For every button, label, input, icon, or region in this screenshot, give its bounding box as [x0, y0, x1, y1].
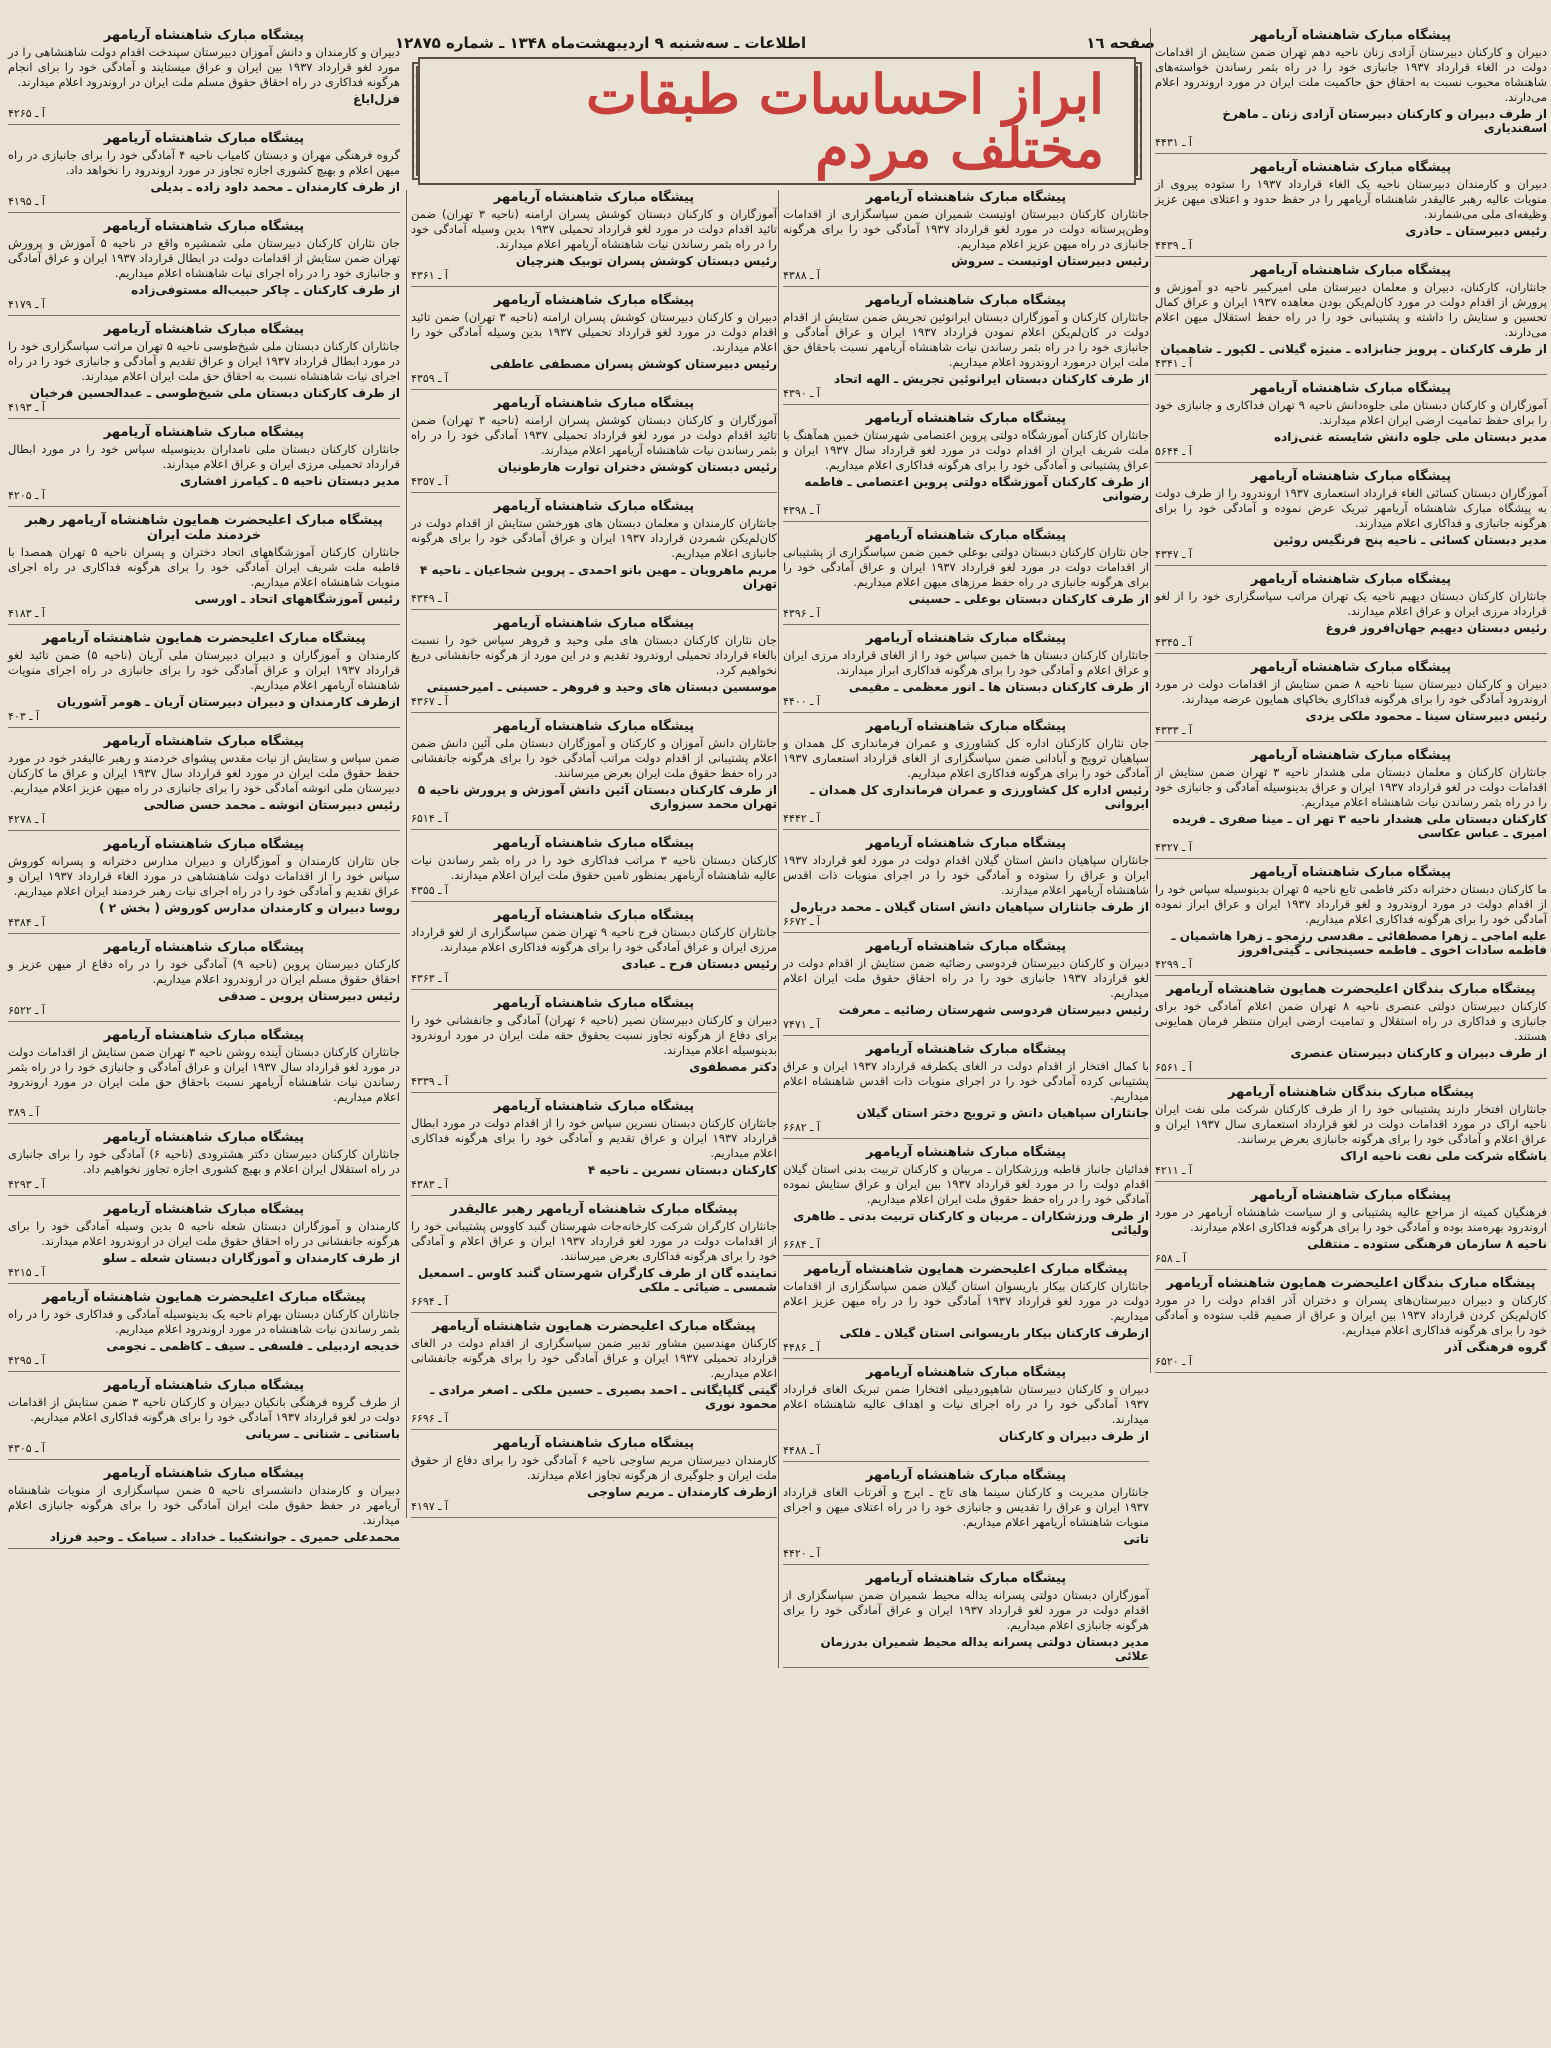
message-code: آ ـ ۴۳۳۹: [411, 1075, 448, 1088]
message-salutation: پیشگاه مبارک شاهنشاه آریامهر: [1250, 865, 1452, 880]
page-number: صفحه ١٦: [1086, 34, 1155, 52]
telegram-message: [1155, 28, 1547, 154]
message-signature: نماینده گان از طرف کارگران شهرستان گنبد کاوس ـ اسمعیل شمسی ـ ضیائی ـ ملکی: [417, 1266, 777, 1294]
message-body: آموزگاران و کارکنان دبستان کوشش پسران ارامنه (ناحیه ۳ تهران) ضمن تائید اقدام دولت در مورد لغو قرارداد تحمیلی ۱۹۳۷ بدین وسیله آمادگی خود را در راه بثمر رساندن نیات شاهنشاه آریامهر اعلام میدارند.: [411, 207, 777, 251]
message-signature: مدیر دبستان ملی جلوه دانش شایسته غنی‌زاده: [1274, 430, 1547, 444]
message-salutation: پیشگاه مبارک شاهنشاه آریامهر: [865, 836, 1067, 851]
message-salutation: پیشگاه مبارک شاهنشاه آریامهر: [493, 719, 695, 734]
message-salutation: پیشگاه مبارک شاهنشاه آریامهر: [493, 499, 695, 514]
message-code: آ ـ ۴۳۰۵: [8, 1442, 45, 1455]
message-salutation: پیشگاه مبارک شاهنشاه آریامهر: [1250, 263, 1452, 278]
message-body: جانثاران کارکنان دبستان فرح ناحیه ۹ تهران ضمن سپاسگزاری از لغو قرارداد مرزی ایران و عراق آمادگی خود را برای هرگونه فداکاری اعلام میدارند.: [411, 925, 777, 954]
message-salutation: پیشگاه مبارک شاهنشاه آریامهر: [493, 190, 695, 205]
message-code: آ ـ ۴۳۶۱: [411, 269, 448, 282]
message-body: جانثاران کارکنان و معلمان دبستان ملی هشدار ناحیه ۳ تهران ضمن ستایش از اقدامات دولت در لغو قرارداد ۱۹۳۷ ایران و عراق بدینوسیله آمادگی و جانبازی خود را در راه بثمر رساندن نیات شاهنشاه اعلام میداریم.: [1155, 765, 1548, 809]
message-code: آ ـ ۶۵۲۰: [1155, 1355, 1192, 1368]
message-body: آموزگاران دبستان دولتی پسرانه یداله محیط شمیران ضمن سپاسگزاری از اقدام دولت در مورد لغو قرارداد ۱۹۳۷ ایران و عراق آمادگی خود را برای هرگونه جانبازی اعلام میداریم.: [783, 1588, 1149, 1632]
message-body: کارکنان و دبیران دبیرستان‌های پسران و دختران آذر اقدام دولت را در مورد کان‌لم‌یکن کردن قرارداد ۱۹۳۷ بین ایران و عراق از صمیم قلب ستوده و آمادگی خود را برای هرگونه فداکاری اعلام میداریم.: [1155, 1293, 1547, 1337]
column-1: [1150, 28, 1547, 1373]
message-code: آ ـ ۴۳۸۴: [8, 916, 45, 929]
message-signature: ازطرف کارمندان و دبیران دبیرستان آریان ـ هومر آشوریان: [56, 695, 400, 709]
message-salutation: پیشگاه مبارک شاهنشاه آریامهر: [103, 837, 305, 852]
message-signature: رئیس دبستان کوشش دختران توارت هارطونیان: [497, 460, 777, 474]
message-signature: مریم ماهرویان ـ مهین بانو احمدی ـ پروین شجاعیان ـ ناحیه ۴ تهران: [419, 563, 777, 591]
message-code: آ ـ ۴۳۲۷: [1155, 841, 1192, 854]
message-salutation: پیشگاه مبارک بندگان شاهنشاه آریامهر: [1227, 1085, 1475, 1100]
message-code: آ ـ ۴۳۴۹: [411, 592, 448, 605]
column-3: [406, 190, 777, 1518]
message-signature: فزل‌ایاغ: [352, 92, 400, 106]
message-code: آ ـ ۳۸۹: [8, 1106, 40, 1119]
message-salutation: پیشگاه مبارک شاهنشاه آریامهر: [865, 190, 1067, 205]
message-body: از طرف گروه فرهنگی بانکیان دبیران و کارکنان ناحیه ۳ ضمن ستایش از اقدامات دولت در لغو قرارداد ۱۹۳۷ آمادگی خود را برای هرگونه فداکاری اعلام میداریم.: [8, 1395, 400, 1424]
message-code: آ ـ ۴۴۸۶: [783, 1341, 820, 1354]
telegram-message: [8, 322, 400, 419]
telegram-message: [8, 1130, 400, 1196]
message-salutation: پیشگاه مبارک شاهنشاه آریامهر: [865, 719, 1067, 734]
message-signature: از طرف کارکنان دبستان آئین دانش آموزش و پرورش ناحیه ۵ تهران محمد سبزواری: [417, 783, 777, 811]
telegram-message: [783, 1365, 1149, 1462]
message-body: جانثاران کارکنان دبستان ملی نامداران بدینوسیله سپاس خود را در مورد ابطال قرارداد تحمیلی مرزی ایران و عراق اعلام میدارند.: [8, 442, 400, 471]
telegram-message: [1155, 381, 1547, 463]
message-salutation: پیشگاه مبارک شاهنشاه آریامهر: [103, 131, 305, 146]
message-body: کارکنان دبستان ناحیه ۳ مراتب فداکاری خود را در راه بثمر رساندن نیات عالیه شاهنشاه آریامهر بمنظور تامین حقوق ملت ایران اعلام میدارند.: [411, 853, 778, 882]
message-salutation: پیشگاه مبارک شاهنشاه آریامهر: [865, 411, 1067, 426]
message-salutation: پیشگاه مبارک شاهنشاه آریامهر: [103, 940, 305, 955]
telegram-message: [8, 28, 400, 125]
headline-box: [418, 57, 1136, 185]
message-code: آ ـ ۴۴۴۲: [783, 812, 820, 825]
message-code: آ ـ ۶۵۲۲: [8, 1004, 45, 1017]
message-body: جانثاران کارکنان دبستان ملی شیخ‌طوسی ناحیه ۵ تهران مراتب سپاسگزاری خود را در مورد ابطال قرارداد ۱۹۳۷ ایران و عراق تقدیم و آمادگی و جانبازی خود را در راه اجرای نیات شاهنشاه نسبت به احقاق حق ملت ایران اعلام میدارند.: [8, 339, 400, 383]
message-body: دبیران و کارکنان دبیرستان نصیر (ناحیه ۶ تهران) آمادگی و جانفشانی خود را برای دفاع از هرگونه تجاوز نسبت بحقوق حقه ملت ایران در مورد اروندرود بدینوسیله اعلام میدارند.: [411, 1013, 777, 1057]
message-body: آموزگاران و کارکنان دبستان کوشش پسران ارامنه (ناحیه ۳ تهران) ضمن تائید اقدام دولت در مورد لغو قرارداد تحمیلی ۱۹۳۷ آمادگی خود را در راه بثمر رساندن نیات شاهنشاه آریامهر اعلام میدارند.: [411, 413, 777, 457]
telegram-message: [411, 1202, 777, 1313]
message-code: آ ـ ۴۳۵۵: [411, 884, 448, 897]
telegram-message: [783, 719, 1149, 830]
message-signature: کارکنان دبستان نسرین ـ ناحیه ۴: [587, 1163, 777, 1177]
message-body: ما کارکنان دبستان دخترانه دکتر فاطمی تابع ناحیه ۵ تهران بدینوسیله سپاس خود را از اقدام دولت در مورد اروندرود و لغو قرارداد ۱۹۳۷ ایران و عراق ابراز نموده آمادگی خود را برای هرگونه فداکاری اعلام میداریم.: [1155, 882, 1548, 926]
telegram-message: [1155, 572, 1547, 654]
message-signature: رئیس دبیرستان انوشه ـ محمد حسن صالحی: [143, 798, 400, 812]
telegram-message: [1155, 1085, 1547, 1182]
message-signature: باستانی ـ شنانی ـ سریانی: [245, 1427, 400, 1441]
message-salutation: پیشگاه مبارک شاهنشاه آریامهر: [493, 996, 695, 1011]
message-signature: رئیس دبیرستان فردوسی شهرستان رضائیه ـ معرفت: [838, 1003, 1149, 1017]
message-body: جانثاران کارگران شرکت کارخانه‌جات شهرستان گنبد کاووس پشتیبانی خود را از اقدامات دولت در مورد لغو قرارداد ۱۹۳۷ ایران و عراق اعلام و آمادگی خود را برای هرگونه فداکاری بعرض میرسانند.: [411, 1219, 777, 1263]
message-code: آ ـ ۴۱۷۹: [8, 298, 45, 311]
message-salutation: پیشگاه مبارک اعلیحضرت همایون شاهنشاه آریامهر: [804, 1262, 1128, 1277]
message-signature: روسا دبیران و کارمندان مدارس کوروش ( بخش ۲ ): [99, 901, 400, 915]
message-signature: از طرف کارمندان ـ محمد داود زاده ـ بدیلی: [150, 180, 400, 194]
message-signature: از طرف کارکنان دبستان ها ـ انور معظمی ـ مقیمی: [848, 680, 1149, 694]
message-salutation: پیشگاه مبارک اعلیحضرت همایون شاهنشاه آریامهر رهبر خردمند ملت ایران: [25, 513, 383, 543]
telegram-message: [8, 513, 400, 625]
message-salutation: پیشگاه مبارک شاهنشاه آریامهر: [493, 293, 695, 308]
telegram-message: [411, 616, 777, 713]
message-code: آ ـ ۴۳۴۷: [1155, 548, 1192, 561]
telegram-message: [1155, 748, 1547, 859]
telegram-message: [411, 499, 777, 610]
message-salutation: پیشگاه مبارک شاهنشاه آریامهر رهبر عالیقدر: [450, 1202, 738, 1217]
message-body: کارمندان و آموزگاران و دبیران دبیرستان ملی آریان (ناحیه ۵) ضمن تائید لغو قرارداد ۱۹۳۷ ایران و عراق آمادگی خود را برای جانبازی در راه اجرای منویات شاهنشاه آریامهر اعلام میداریم.: [8, 648, 400, 692]
message-salutation: پیشگاه مبارک شاهنشاه آریامهر: [1250, 381, 1452, 396]
telegram-message: [411, 1099, 777, 1196]
message-body: کارمندان دبیرستان مریم ساوجی ناحیه ۶ آمادگی خود را برای دفاع از حقوق ملت ایران و جلوگیری از هرگونه تجاوز اعلام میدارند.: [411, 1453, 777, 1482]
message-signature: تاتی: [1123, 1532, 1149, 1546]
telegram-message: [411, 719, 777, 830]
message-salutation: پیشگاه مبارک اعلیحضرت همایون شاهنشاه آریامهر: [42, 1290, 366, 1305]
message-signature: محمدعلی حمیری ـ جوانشکیبا ـ خداداد ـ سیامک ـ وحید فرزاد: [49, 1530, 400, 1544]
message-body: کارمندان و آموزگاران دبستان شعله ناحیه ۵ بدین وسیله آمادگی خود را برای هرگونه جانفشانی در راه احقاق حقوق ملت ایران در اروندرود اعلام میدارند.: [8, 1219, 400, 1248]
message-code: آ ـ ۴۳۴۵: [1155, 636, 1192, 649]
message-code: آ ـ ۴۳۸۸: [783, 269, 820, 282]
message-code: آ ـ ۴۲۹۹: [1155, 958, 1192, 971]
message-code: آ ـ ۶۶۷۲: [783, 915, 820, 928]
message-code: آ ـ ۴۴۳۱: [1155, 136, 1192, 149]
telegram-message: [8, 1290, 400, 1372]
message-salutation: پیشگاه مبارک شاهنشاه آریامهر: [1250, 160, 1452, 175]
message-body: کارکنان مهندسین مشاور تدبیر ضمن سپاسگزاری از اقدام دولت در الغای قرارداد تحمیلی ۱۹۳۷ ایران و عراق آمادگی خود را برای هرگونه جانفشانی اعلام میداریم.: [411, 1336, 778, 1380]
telegram-message: [783, 528, 1149, 625]
telegram-message: [8, 1466, 400, 1549]
message-signature: گیتی گلپایگانی ـ احمد بصیری ـ حسین ملکی ـ اصغر مرادی ـ محمود نوری: [430, 1383, 777, 1411]
message-signature: از طرف کارکنان دبستان ایرانوئین تجریش ـ الهه اتحاد: [833, 372, 1149, 386]
message-body: آموزگاران دبستان کسائی الغاء قرارداد استعماری ۱۹۳۷ اروندرود را از طرف دولت به پیشگاه مبارک شاهنشاه آریامهر تبریک عرض نموده و آمادگی خود را برای هرگونه جانبازی و فداکاری اعلام میدارند.: [1155, 486, 1547, 530]
message-signature: از طرف دبیران و کارکنان: [998, 1429, 1149, 1443]
message-code: آ ـ ۴۱۸۳: [8, 607, 45, 620]
message-body: جانثاران مدیریت و کارکنان سینما های تاج ـ ایرج و آفرتاب الغای قرارداد ۱۹۳۷ ایران و عراق را تقدیس و جانبازی خود را در راه اعتلای میهن و اجرای منویات شاهنشاه آریامهر اعلام میداریم.: [783, 1485, 1149, 1529]
telegram-message: [8, 219, 400, 316]
message-signature: از طرف کارکنان دبستان ملی شیخ‌طوسی ـ عبدالحسین فرخیان: [29, 386, 400, 400]
message-signature: رئیس دبیرستان سینا ـ محمود ملکی یزدی: [1305, 709, 1547, 723]
telegram-message: [411, 293, 777, 390]
message-body: دبیران و کارکنان دبیرستان آزادی زنان ناحیه دهم تهران ضمن ستایش از اقدامات دولت در الغاء قرارداد ۱۹۳۷ جانبازی خود را در راه بثمر رساندن خواسته‌های شاهنشاه محبوب نسبت به احقاق حق حاکمیت ملت ایران در مورد اروندرود اعلام می‌دارند.: [1155, 45, 1547, 104]
message-salutation: پیشگاه مبارک شاهنشاه آریامهر: [103, 322, 305, 337]
telegram-message: [8, 940, 400, 1022]
message-salutation: پیشگاه مبارک شاهنشاه آریامهر: [493, 616, 695, 631]
telegram-message: [411, 190, 777, 287]
message-salutation: پیشگاه مبارک شاهنشاه آریامهر: [865, 1571, 1067, 1586]
message-code: آ ـ ۴۰۳: [8, 710, 40, 723]
telegram-message: [8, 631, 400, 728]
message-signature: باشگاه شرکت ملی نفت ناحیه اراک: [1340, 1149, 1547, 1163]
telegram-message: [783, 939, 1149, 1036]
message-salutation: پیشگاه مبارک شاهنشاه آریامهر: [865, 1365, 1067, 1380]
message-body: جانثاران کارکنان دبستان آینده روشن ناحیه ۳ تهران ضمن ستایش از اقدامات دولت در مورد لغو قرارداد سال ۱۹۳۷ ایران و عراق آمادگی و جانبازی خود را در راه بثمر رساندن نیات شاهنشاه آریامهر نسبت باحقاق حق ملت ایران در مورد اروندرود اعلام میداریم.: [8, 1045, 400, 1104]
message-signature: کارکنان دبستان ملی هشدار ناحیه ۳ تهر ان ـ مینا صفری ـ فریده امیری ـ عباس عکاسی: [1172, 812, 1547, 840]
message-signature: رئیس دبیرستان اوتیست ـ سروش: [951, 254, 1149, 268]
message-body: کارکنان دبیرستان پروین (ناحیه ۹) آمادگی خود را در راه دفاع از میهن عزیز و احقاق حقوق مسلم ایران در اروندرود اعلام میداریم.: [8, 957, 400, 986]
message-salutation: پیشگاه مبارک شاهنشاه آریامهر: [103, 1202, 305, 1217]
message-body: با کمال افتخار از اقدام دولت در الغای یکطرفه قرارداد ۱۹۳۷ ایران و عراق پشتیبانی کرده آمادگی خود را در اجرای منویات ذات اقدس شاهنشاه اعلام میداریم.: [783, 1059, 1149, 1103]
message-body: آموزگاران و کارکنان دبستان ملی جلوه‌دانش ناحیه ۹ تهران فداکاری و جانبازی خود را برای حفظ تمامیت ارضی ایران اعلام میدارند.: [1155, 398, 1548, 427]
message-body: جان نثاران کارکنان دبستان دولتی بوعلی خمین ضمن سپاسگزاری از پشتیبانی از اقدامات دولت در مورد لغو قرارداد ۱۹۳۷ ایران و عراق آمادگی خود را برای هرگونه جانبازی در راه حفظ مرزهای میهن اعلام میداریم.: [783, 545, 1149, 589]
message-code: آ ـ ۴۱۹۵: [8, 195, 45, 208]
message-signature: مدیر دبستان ناحیه ۵ ـ کیامرز افشاری: [180, 474, 400, 488]
message-code: آ ـ ۴۳۹۰: [783, 387, 820, 400]
telegram-message: [783, 190, 1149, 287]
telegram-message: [783, 631, 1149, 713]
message-salutation: پیشگاه مبارک شاهنشاه آریامهر: [1250, 660, 1452, 675]
message-signature: رئیس دبیرستان کوشش پسران مصطفی عاطفی: [490, 357, 777, 371]
message-body: جان نثاران کارکنان اداره کل کشاورزی و عمران فرمانداری کل همدان و سپاهیان ترویج و آبادانی ضمن سپاسگزاری از الغای قرارداد استعماری ۱۹۳۷ آمادگی خود را برای هرگونه فداکاری اعلام میداریم.: [783, 736, 1149, 780]
message-salutation: پیشگاه مبارک شاهنشاه آریامهر: [1250, 572, 1452, 587]
message-salutation: پیشگاه مبارک شاهنشاه آریامهر: [865, 1042, 1067, 1057]
message-salutation: پیشگاه مبارک شاهنشاه آریامهر: [493, 908, 695, 923]
telegram-message: [1155, 1188, 1547, 1270]
message-code: آ ـ ۶۶۹۶: [411, 1412, 448, 1425]
message-signature: از طرف کارکنان ـ پرویز جنابزاده ـ منیژه گیلانی ـ لکپور ـ شاهمیان: [1160, 342, 1547, 356]
message-code: آ ـ ۴۲۱۵: [8, 1266, 45, 1279]
message-signature: از طرف جانثاران سپاهیان دانش استان گیلان ـ محمد درباره‌ل: [790, 900, 1149, 914]
message-code: آ ـ ۴۳۵۹: [411, 372, 448, 385]
message-signature: ناحیه ۸ سازمان فرهنگی ستوده ـ منتقلی: [1307, 1237, 1547, 1251]
message-body: فدائیان جانباز قاطبه ورزشکاران ـ مربیان و کارکنان تربیت بدنی استان گیلان اقدام دولت را در مورد لغو قرارداد ۱۹۳۷ بین ایران و عراق ستایش نموده آمادگی خود را در راه حفظ حقوق ملت ایران اعلام میداریم.: [783, 1162, 1150, 1206]
telegram-message: [1155, 660, 1547, 742]
message-salutation: پیشگاه مبارک شاهنشاه آریامهر: [865, 1468, 1067, 1483]
telegram-message: [783, 1042, 1149, 1139]
message-salutation: پیشگاه مبارک شاهنشاه آریامهر: [865, 631, 1067, 646]
message-signature: ازطرف کارکنان بیکار باریسوانی استان گیلان ـ فلکی: [839, 1326, 1149, 1340]
telegram-message: [411, 996, 777, 1093]
message-code: آ ـ ۴۱۹۷: [411, 1500, 448, 1513]
message-code: آ ـ ۷۴۷۱: [783, 1018, 820, 1031]
telegram-message: [8, 425, 400, 507]
message-body: گروه فرهنگی مهران و دبستان کامیاب ناحیه ۴ آمادگی خود را برای جانبازی در راه میهن اعلام و بهیچ کشوری اجازه تجاوز در مورد اروندرود را نخواهد داد.: [8, 148, 400, 177]
message-salutation: پیشگاه مبارک شاهنشاه آریامهر: [103, 28, 305, 43]
message-body: جانثاران سپاهیان دانش استان گیلان اقدام دولت در مورد لغو قرارداد ۱۹۳۷ ایران و عراق را ستوده و آمادگی خود را در اجرای منویات ذات اقدس شاهنشاه آریامهر اعلام میدارند.: [783, 853, 1149, 897]
message-code: آ ـ ۶۶۸۴: [783, 1238, 820, 1251]
telegram-message: [783, 1468, 1149, 1565]
message-salutation: پیشگاه مبارک شاهنشاه آریامهر: [103, 219, 305, 234]
telegram-message: [783, 836, 1149, 933]
message-signature: رئیس دبیرستان ـ حاذری: [1405, 224, 1547, 238]
message-signature: موسسین دبستان های وحید و فروهر ـ حسینی ـ امیرحسینی: [426, 680, 777, 694]
message-salutation: پیشگاه مبارک شاهنشاه آریامهر: [103, 425, 305, 440]
message-body: جانثاران افتخار دارند پشتیبانی خود را از طرف کارکنان شرکت ملی نفت ایران ناحیه اراک در مورد اقدامات دولت در لغو قرارداد استعماری سال ۱۹۳۷ ایران و عراق اعلام و آمادگی خود را برای هرگونه جانبازی بعرض برسانند.: [1155, 1102, 1547, 1146]
message-code: آ ـ ۴۳۵۷: [411, 475, 448, 488]
message-salutation: پیشگاه مبارک شاهنشاه آریامهر: [1250, 28, 1452, 43]
message-body: جان نثاران کارکنان دبستان های ملی وحید و فروهر سپاس خود را نسبت بالغاء قرارداد تحمیلی اروندرود تقدیم و در این مورد از هرگونه جانفشانی دریغ نخواهیم کرد.: [411, 633, 777, 677]
message-code: آ ـ ۴۲۹۵: [8, 1354, 45, 1367]
message-salutation: پیشگاه مبارک بندگان اعلیحضرت همایون شاهنشاه آریامهر: [1166, 982, 1536, 997]
message-code: آ ـ ۴۳۶۷: [411, 695, 448, 708]
message-signature: رئیس دبستان دیهیم جهان‌افروز فروغ: [1325, 621, 1547, 635]
telegram-message: [411, 1436, 777, 1518]
message-body: ضمن سپاس و ستایش از نیات مقدس پیشوای خردمند و رهبر عالیقدر خود در مورد حفظ حقوق ملت ایران در مورد لغو قرارداد سال ۱۹۳۷ ایران و عراق ما کارکنان دبیرستان ملی انوشه آمادگی خود را برای جانبازی در راه میهن عزیز اعلام میداریم.: [8, 751, 400, 795]
message-signature: علیه اماجی ـ زهرا مصطفائی ـ مقدسی رزمجو ـ زهرا هاشمیان ـ فاطمه سادات اخوی ـ فاطمه حسینجانی ـ گیتی‌افروز: [1171, 929, 1547, 957]
message-signature: از طرف دبیران و کارکنان دبیرستان آزادی زنان ـ ماهرخ اسفندیاری: [1222, 107, 1547, 135]
message-signature: از طرف ورزشکاران ـ مربیان و کارکنان تربیت بدنی ـ طاهری ولیائی: [793, 1209, 1149, 1237]
message-body: دبیران و کارمندان و دانش آموزان دبیرستان سپندخت اقدام دولت شاهنشاهی را در مورد لغو قرارداد ۱۹۳۷ بین ایران و عراق میستایند و آمادگی خود را برای انجام هرگونه فداکاری در راه احقاق حقوق مسلم ملت ایران در اروندرود اعلام میدارند.: [8, 45, 401, 89]
message-body: دبیران و کارمندان دانشسرای ناحیه ۵ ضمن سپاسگزاری از منویات شاهنشاه آریامهر در حفظ حقوق ملت ایران آمادگی خود را برای هرگونه جانبازی اعلام میدارند.: [8, 1483, 400, 1527]
message-salutation: پیشگاه مبارک اعلیحضرت همایون شاهنشاه آریامهر: [432, 1319, 756, 1334]
message-salutation: پیشگاه مبارک شاهنشاه آریامهر: [493, 1099, 695, 1114]
message-salutation: پیشگاه مبارک شاهنشاه آریامهر: [103, 1378, 305, 1393]
message-salutation: پیشگاه مبارک شاهنشاه آریامهر: [103, 1028, 305, 1043]
message-code: آ ـ ۴۳۹۶: [783, 607, 820, 620]
message-salutation: پیشگاه مبارک شاهنشاه آریامهر: [103, 734, 305, 749]
message-salutation: پیشگاه مبارک شاهنشاه آریامهر: [865, 528, 1067, 543]
message-code: آ ـ ۴۴۰۰: [783, 695, 820, 708]
message-code: آ ـ ۴۳۹۸: [783, 504, 820, 517]
message-salutation: پیشگاه مبارک اعلیحضرت همایون شاهنشاه آریامهر: [42, 631, 366, 646]
telegram-message: [411, 1319, 777, 1430]
message-salutation: پیشگاه مبارک شاهنشاه آریامهر: [865, 1145, 1067, 1160]
telegram-message: [1155, 160, 1547, 257]
message-signature: رئیس دبستان فرح ـ عبادی: [621, 957, 777, 971]
message-salutation: پیشگاه مبارک شاهنشاه آریامهر: [1250, 748, 1452, 763]
message-signature: از طرف دبیران و کارکنان دبیرستان عنصری: [1290, 1046, 1547, 1060]
column-2: [778, 190, 1149, 1668]
telegram-message: [783, 1145, 1149, 1256]
message-salutation: پیشگاه مبارک بندگان اعلیحضرت همایون شاهنشاه آریامهر: [1166, 1276, 1536, 1291]
message-code: آ ـ ۴۲۶۵: [8, 107, 45, 120]
message-body: جانثاران کارکنان دبیرستان اوتیست شمیران ضمن سپاسگزاری از اقدامات وطن‌پرستانه دولت در مورد لغو قرارداد ۱۹۳۷ آمادگی خود را برای هرگونه جانبازی در راه میهن عزیز اعلام میداریم.: [783, 207, 1149, 251]
telegram-message: [783, 411, 1149, 522]
message-salutation: پیشگاه مبارک شاهنشاه آریامهر: [865, 939, 1067, 954]
message-salutation: پیشگاه مبارک شاهنشاه آریامهر: [493, 1436, 695, 1451]
message-signature: از طرف کارمندان و آموزگاران دبستان شعله ـ سلو: [103, 1251, 400, 1265]
message-code: آ ـ ۴۳۶۳: [411, 972, 448, 985]
column-4: [8, 28, 400, 1549]
message-signature: خدیجه اردبیلی ـ فلسفی ـ سیف ـ کاظمی ـ نجومی: [106, 1339, 400, 1353]
telegram-message: [8, 1202, 400, 1284]
message-salutation: پیشگاه مبارک شاهنشاه آریامهر: [103, 1466, 305, 1481]
message-body: دبیران و کارکنان دبیرستان شاهپوردبیلی افتخارا ضمن تبریک الغای قرارداد ۱۹۳۷ آمادگی خود را در راه اجرای نیات و اهداف عالیه شاهنشاه اعلام میدارند.: [783, 1382, 1149, 1426]
message-body: جانثاران کارکنان دبستان ها خمین سپاس خود را از الغای قرارداد مرزی ایران و عراق اعلام و آمادگی خود را برای هرگونه فداکاری ابراز میدارند.: [783, 648, 1149, 677]
message-salutation: پیشگاه مبارک شاهنشاه آریامهر: [493, 836, 695, 851]
message-signature: دکتر مصطفوی: [689, 1060, 777, 1074]
message-body: جانثاران کارکنان و آموزگاران دبستان ایرانوئین تجریش ضمن ستایش از اقدام دولت در کان‌لم‌یکن اعلام نمودن قرارداد ۱۹۳۷ ایران و عراق آمادگی و جانبازی خود را در راه بثمر رساندن نیات شاهنشاه آریامهر نسبت باحقاق حق ملت ایران درمورد اروندرود اعلام میداریم.: [783, 310, 1149, 369]
message-body: جان نثاران کارمندان و آموزگاران و دبیران مدارس دخترانه و پسرانه کوروش سپاس خود را از اقدامات دولت شاهنشاهی در مورد الغاء قرارداد ۱۹۳۷ ایران و عراق تقدیم و آمادگی خود را در راه اجرای نیات رهبر خردمند ایران اعلام میداریم.: [8, 854, 400, 898]
message-code: آ ـ ۴۲۷۸: [8, 813, 45, 826]
message-code: آ ـ ۴۲۹۳: [8, 1178, 45, 1191]
message-code: آ ـ ۴۱۹۳: [8, 401, 45, 414]
message-salutation: پیشگاه مبارک شاهنشاه آریامهر: [1250, 469, 1452, 484]
message-signature: از طرف کارکنان دبستان بوعلی ـ حسینی: [908, 592, 1149, 606]
message-code: آ ـ ۶۶۸۲: [783, 1121, 820, 1134]
message-body: جانثاران کارکنان آموزشگاه دولتی پروین اعتصامی شهرستان خمین همآهنگ با ملت شریف ایران از اقدام دولت در مورد لغو قرارداد سال ۱۹۳۷ ایران و عراق پشتیبانی و آمادگی خود را برای هرگونه فداکاری اعلام میداریم.: [783, 428, 1149, 472]
message-code: آ ـ ۴۲۰۵: [8, 489, 45, 502]
message-signature: رئیس اداره کل کشاورزی و عمران فرمانداری کل همدان ـ ایروانی: [810, 783, 1149, 811]
message-salutation: پیشگاه مبارک شاهنشاه آریامهر: [493, 396, 695, 411]
message-code: آ ـ ۶۵۱۴: [411, 812, 448, 825]
message-salutation: پیشگاه مبارک شاهنشاه آریامهر: [1250, 1188, 1452, 1203]
message-code: آ ـ ۴۳۳۳: [1155, 724, 1192, 737]
telegram-message: [8, 837, 400, 934]
message-code: آ ـ ۴۴۳۹: [1155, 239, 1192, 252]
message-signature: مدیر دبستان کسائی ـ ناحیه پنج فرنگیس روئین: [1273, 533, 1547, 547]
message-body: دبیران و کارکنان دبیرستان سینا ناحیه ۸ ضمن ستایش از اقدامات دولت در مورد اروندرود آمادگی خود را برای هرگونه فداکاری بخاکپای همایون عرضه میدارند.: [1155, 677, 1547, 706]
message-code: آ ـ ۴۲۱۱: [1155, 1164, 1192, 1177]
message-signature: از طرف کارکنان ـ چاکر حبیب‌اله مستوفی‌زاده: [131, 283, 400, 297]
message-code: آ ـ ۴۳۴۱: [1155, 357, 1192, 370]
message-body: جان نثاران کارکنان دبیرستان ملی شمشیره واقع در ناحیه ۵ آموزش و پرورش تهران ضمن ستایش از اقدامات دولت در ابطال قرارداد ۱۹۳۷ ایران و عراق آمادگی و جانبازی خود را در راه اجرای نیات شاهنشاه اعلام میداریم.: [8, 236, 400, 280]
message-body: دبیران و کارکنان دبیرستان کوشش پسران ارامنه (ناحیه ۳ تهران) ضمن تائید اقدام دولت در مورد لغو قرارداد تحمیلی ۱۹۳۷ بدین وسیله آمادگی خود را اعلام میدارند.: [411, 310, 777, 354]
telegram-message: [1155, 469, 1547, 566]
telegram-message: [8, 734, 400, 831]
headline-banner: [412, 62, 1142, 180]
message-body: فرهنگیان کمیته از مراجع عالیه پشتیبانی و از سیاست شاهنشاه آریامهر در مورد اروندرود بهره‌مند بوده و آمادگی خود را برای هرگونه فداکاری اعلام میدارند.: [1155, 1205, 1547, 1234]
message-body: جانثاران کارکنان دبستان دیهیم ناحیه یک تهران مراتب سپاسگزاری خود را از لغو قرارداد مرزی ایران و عراق اعلام میدارند.: [1155, 589, 1547, 618]
message-body: جانثاران دانش آموزان و کارکنان و آموزگاران دبستان ملی آئین دانش ضمن اعلام پشتیبانی از اقدام دولت مراتب آمادگی خود را برای هرگونه جانفشانی در راه حفظ حقوق ملت ایران بعرض میرسانند.: [411, 736, 777, 780]
message-code: آ ـ ۶۵۸: [1155, 1252, 1187, 1265]
telegram-message: [783, 1262, 1149, 1359]
message-signature: رئیس دبستان کوشش پسران توبیک هنرچیان: [515, 254, 777, 268]
message-signature: رئیس آموزشگاههای اتحاد ـ اورسی: [194, 592, 400, 606]
message-code: آ ـ ۵۶۴۴: [1155, 445, 1192, 458]
message-code: آ ـ ۴۴۲۰: [783, 1547, 820, 1560]
message-code: آ ـ ۶۵۶۱: [1155, 1061, 1192, 1074]
telegram-message: [1155, 982, 1547, 1079]
message-body: جانثاران کارمندان و معلمان دبستان های هورخشن ستایش از اقدام دولت در کان‌لم‌یکن شمردن قرارداد ۱۹۳۷ ایران و عراق آمادگی خود را برای هرگونه جانبازی اعلام میداریم.: [411, 516, 777, 560]
page-header: [395, 30, 1155, 56]
message-body: جانثاران کارکنان دبستان بهرام ناحیه یک بدینوسیله آمادگی و فداکاری خود را در راه بثمر رساندن نیات شاهنشاه در مورد اروندرود اعلام میداریم.: [8, 1307, 400, 1336]
telegram-message: [783, 1571, 1149, 1668]
headline: ابراز احساسات طبقات مختلف مردم: [586, 62, 1104, 180]
message-body: دبیران و کارکنان دبیرستان فردوسی رضائیه ضمن ستایش از اقدام دولت در لغو قرارداد ۱۹۳۷ جانبازی خود را در راه احقاق حقوق ملت ایران اعلام میداریم.: [783, 956, 1149, 1000]
message-body: جانثاران کارکنان بیکار باریسوان استان گیلان ضمن سپاسگزاری از اقدامات دولت در مورد لغو قرارداد ۱۹۳۷ آمادگی خود را در راه میهن عزیز اعلام میداریم.: [783, 1279, 1149, 1323]
telegram-message: [1155, 865, 1547, 976]
message-body: جانثاران کارکنان دبیرستان دکتر هشترودی (ناحیه ۶) آمادگی خود را برای جانبازی در راه استقلال ایران اعلام و بهیچ کشوری اجازه تجاوز نخواهیم داد.: [8, 1147, 400, 1176]
dateline: اطلاعات ـ سه‌شنبه ۹ اردیبهشت‌ماه ۱۳۴۸ ـ شماره ۱۲۸۷۵: [395, 34, 807, 52]
message-signature: جانثاران سپاهیان دانش و ترویج دختر استان گیلان: [856, 1106, 1149, 1120]
message-code: آ ـ ۴۳۸۳: [411, 1178, 448, 1191]
telegram-message: [1155, 263, 1547, 375]
message-code: آ ـ ۴۴۸۸: [783, 1444, 820, 1457]
telegram-message: [411, 908, 777, 990]
telegram-message: [411, 836, 777, 902]
message-body: کارکنان دبیرستان دولتی عنصری ناحیه ۸ تهران ضمن اعلام آمادگی خود برای جانبازی و فداکاری در راه استقلال و تمامیت ارضی ایران منتظر فرمان همایونی هستند.: [1155, 999, 1547, 1043]
message-body: دبیران و کارمندان دبیرستان ناحیه یک الغاء قرارداد ۱۹۳۷ را ستوده پیروی از منویات عالیه رهبر عالیقدر شاهنشاه آریامهر را در حفظ حدود و اعتلای میهن عزیز وظیفه‌ای ملی می‌شمارند.: [1155, 177, 1547, 221]
message-signature: مدیر دبستان دولتی پسرانه یداله محیط شمیران بدرزمان علائی: [820, 1635, 1149, 1663]
telegram-message: [1155, 1276, 1547, 1373]
message-signature: رئیس دبیرستان پروین ـ صدقی: [218, 989, 400, 1003]
message-signature: گروه فرهنگی آذر: [1444, 1340, 1547, 1354]
telegram-message: [8, 1028, 400, 1124]
message-body: جانثاران کارکنان دبستان نسرین سپاس خود را از اقدام دولت در مورد ابطال قرارداد ۱۹۳۷ ایران و عراق تقدیم و آمادگی خود را برای هرگونه فداکاری اعلام میداریم.: [411, 1116, 778, 1160]
message-signature: از طرف کارکنان آموزشگاه دولتی پروین اعتصامی ـ فاطمه رضوانی: [804, 475, 1149, 503]
message-body: جانثاران، کارکنان، دبیران و معلمان دبیرستان ملی امیرکبیر ناحیه دو آموزش و پرورش از اقدام دولت در مورد کان‌لم‌یکن بودن معاهده ۱۹۳۷ ایران و عراق کمال تحسین و ستایش را داشته و پشتیبانی خود را در راه حفظ استقلال میهن اعلام می‌دارند.: [1155, 280, 1547, 339]
telegram-message: [8, 131, 400, 213]
message-code: آ ـ ۶۶۹۴: [411, 1295, 448, 1308]
message-signature: ازطرف کارمندان ـ مریم ساوجی: [587, 1485, 777, 1499]
telegram-message: [783, 293, 1149, 405]
telegram-message: [411, 396, 777, 493]
message-salutation: پیشگاه مبارک شاهنشاه آریامهر: [865, 293, 1067, 308]
message-salutation: پیشگاه مبارک شاهنشاه آریامهر: [103, 1130, 305, 1145]
message-body: جانثاران کارکنان آموزشگاههای اتحاد دختران و پسران ناحیه ۵ تهران همصدا با قاطبه ملت شریف ایران آمادگی خود را برای هرگونه فداکاری در راه اجرای منویات شاهنشاه اعلام میداریم.: [8, 545, 400, 589]
telegram-message: [8, 1378, 400, 1460]
